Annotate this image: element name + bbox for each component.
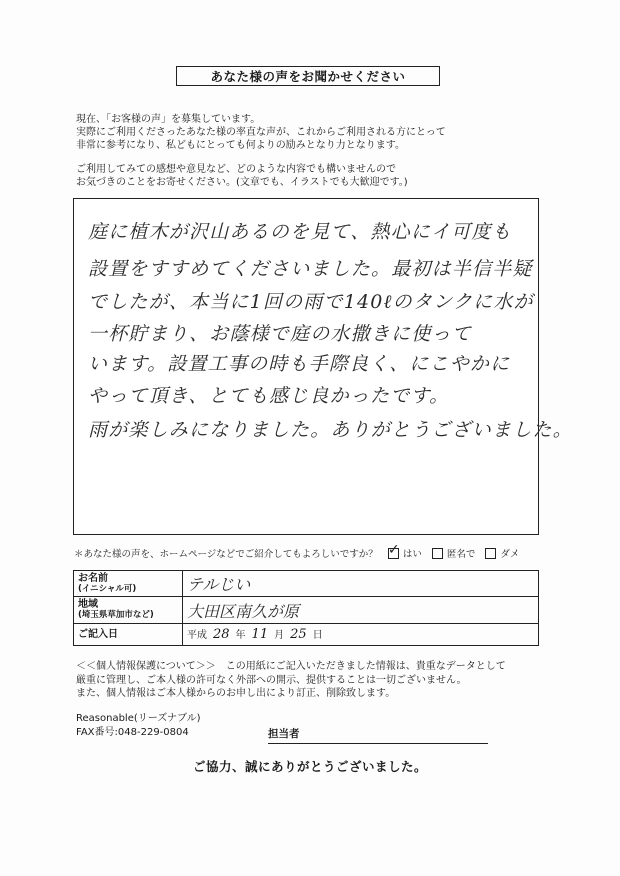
- table-row: [74, 623, 539, 645]
- comment-line: 一杯貯まり、お蔭様で庭の水撒きに使って: [88, 323, 472, 345]
- day-value: 25: [290, 627, 307, 643]
- option-no-label: ダメ: [500, 549, 520, 560]
- intro-line: お気づきのことをお寄せください。(文章でも、イラストでも大歓迎です。): [76, 177, 408, 188]
- comment-line: います。設置工事の時も手際良く、にこやかに: [88, 353, 511, 375]
- comment-line: 庭に植木が沢山あるのを見て、熱心にイ可度も: [88, 221, 512, 243]
- person-in-charge-field[interactable]: [268, 726, 488, 744]
- info-table: [73, 570, 539, 646]
- intro-line: ご利用してみての感想や意見など、どのような内容でも構いませんので: [76, 164, 396, 175]
- area-field[interactable]: [183, 597, 539, 623]
- privacy-line: 厳重に管理し、ご本人様の許可なく外部への開示、提供することは一切ございません。: [76, 674, 467, 686]
- comment-line: 雨が楽しみになりました。ありがとうございました。: [88, 419, 573, 441]
- month-value: 11: [251, 627, 269, 643]
- name-value: テルじい: [187, 575, 251, 595]
- person-in-charge-label: 担当者: [268, 728, 300, 740]
- date-label-cell: [74, 623, 183, 645]
- name-field[interactable]: [183, 571, 539, 597]
- company-info: [76, 712, 201, 740]
- form-title: [176, 66, 440, 86]
- day-unit: 日: [312, 630, 323, 642]
- year-unit: 年: [235, 630, 246, 642]
- name-label: お名前: [78, 572, 108, 584]
- year-value: 28: [213, 627, 230, 643]
- comment-box: [73, 198, 573, 535]
- comment-line: 設置をすすめてくださいました。最初は半信半疑: [88, 258, 533, 280]
- check-icon: ✓: [387, 541, 400, 558]
- checkbox-yes[interactable]: [387, 541, 400, 559]
- month-unit: 月: [274, 630, 285, 642]
- intro-line: 非常に参考になり、私どもにとっても何よりの励みとなり力となります。: [76, 140, 405, 151]
- privacy-line: ＜＜個人情報保護について＞＞ この用紙にご記入いただきました情報は、貴重なデータとして: [76, 661, 506, 672]
- comment-line: やって頂き、とても感じ良かったです。: [88, 385, 450, 407]
- company-name: Reasonable(リーズナブル): [76, 713, 201, 724]
- date-field[interactable]: [183, 623, 539, 645]
- intro-line: 実際にご利用くださったあなた様の率直な声が、これからご利用される方にとって: [76, 127, 446, 138]
- era-label: 平成: [187, 630, 207, 642]
- option-yes-label: はい: [402, 549, 422, 560]
- permission-row: [74, 541, 520, 560]
- date-label: ご記入日: [78, 628, 118, 640]
- comment-line: でしたが、本当に1回の雨で140ℓのタンクに水が: [88, 291, 534, 313]
- privacy-notice: [76, 660, 506, 701]
- checkbox-no[interactable]: [485, 548, 496, 559]
- thanks-message: ご協力、誠にありがとうございました。: [192, 759, 427, 774]
- area-label: 地域: [78, 599, 98, 611]
- table-row: [74, 571, 539, 597]
- permission-question: ＊あなた様の声を、ホームページなどでご紹介してもよろしいですか？: [74, 549, 378, 560]
- area-sublabel: (埼玉県草加市など): [78, 610, 154, 621]
- option-anonymous-label: 匿名で: [446, 549, 476, 560]
- privacy-line: また、個人情報はご本人様からのお申し出により訂正、削除致します。: [76, 688, 396, 699]
- checkbox-anonymous[interactable]: [432, 548, 443, 559]
- name-label-cell: [74, 571, 183, 597]
- company-fax: FAX番号:048-229-0804: [76, 727, 189, 738]
- name-sublabel: (イニシャル可): [78, 583, 137, 594]
- form-title-text: あなた様の声をお聞かせください: [210, 69, 406, 84]
- intro-line: 現在、「お客様の声」を募集しています。: [76, 114, 261, 125]
- table-row: [74, 597, 539, 623]
- area-value: 大田区南久が原: [187, 601, 300, 621]
- area-label-cell: [74, 597, 183, 623]
